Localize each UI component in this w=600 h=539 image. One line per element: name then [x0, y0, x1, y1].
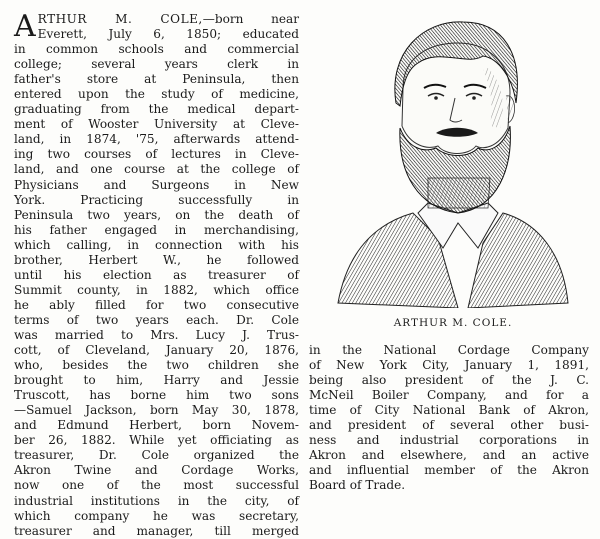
text-line: Truscott, has borne him two sons	[14, 388, 299, 403]
text-line: land, in 1874, '75, afterwards attend-	[14, 132, 299, 147]
text-line: ment of Wooster University at Cleve-	[14, 117, 299, 132]
text-line: father's store at Peninsula, then	[14, 72, 299, 87]
article-right-column	[309, 343, 589, 493]
drop-cap: A	[14, 9, 36, 44]
text-line: college; several years clerk in	[14, 57, 299, 72]
text-line: entered upon the study of medicine,	[14, 87, 299, 102]
text-line: terms of two years each. Dr. Cole	[14, 312, 299, 327]
text-line: who, besides the two children she	[14, 358, 299, 373]
text-line: which calling, in connection with his	[14, 237, 299, 252]
text-line: Summit county, in 1882, which office	[14, 282, 299, 297]
text-line: York. Practicing successfully in	[14, 192, 299, 207]
text-line: Board of Trade.	[309, 478, 406, 493]
text-line: in the National Cordage Company	[309, 343, 589, 357]
text-line: Everett, July 6, 1850; educated	[37, 27, 299, 42]
portrait-engraving	[318, 8, 588, 308]
text-line: brother, Herbert W., he followed	[14, 252, 299, 267]
text-line: ber 26, 1882. While yet officiating as	[14, 433, 299, 448]
text-line: Akron Twine and Cordage Works,	[14, 463, 299, 478]
text-line: graduating from the medical depart-	[14, 102, 299, 117]
text-line: McNeil Boiler Company, and for a	[309, 388, 589, 403]
portrait-caption: ARTHUR M. COLE.	[393, 317, 513, 329]
text-line: —Samuel Jackson, born May 30, 1878,	[14, 403, 299, 418]
text-line: and influential member of the Akron	[309, 463, 589, 478]
text-line: being also president of the J. C.	[309, 373, 589, 388]
text-line: of New York City, January 1, 1891,	[309, 358, 589, 373]
text-line: Peninsula two years, on the death of	[14, 207, 299, 222]
text-line: and Edmund Herbert, born Novem-	[14, 418, 299, 433]
text-line: treasurer, Dr. Cole organized the	[14, 448, 299, 463]
text-line: until his election as treasurer of	[14, 267, 299, 282]
text-line: in common schools and commercial	[14, 42, 299, 57]
text-line: his father engaged in merchandising,	[14, 222, 299, 237]
text-line: cott, of Cleveland, January 20, 1876,	[14, 343, 299, 358]
text-line: land, and one course at the college of	[14, 162, 299, 177]
text-line: and president of several other busi-	[309, 418, 589, 433]
text-line: was married to Mrs. Lucy J. Trus-	[14, 327, 299, 342]
article-left-column	[14, 9, 300, 539]
text-line: brought to him, Harry and Jessie	[14, 373, 299, 388]
text-line: he ably filled for two consecutive	[14, 297, 299, 312]
text-line: RTHUR M. COLE,—born near	[37, 12, 300, 26]
text-line: Physicians and Surgeons in New	[14, 177, 299, 192]
text-line: ness and industrial corporations in	[309, 433, 589, 448]
text-line: time of City National Bank of Akron,	[309, 403, 589, 418]
text-line: now one of the most successful	[14, 478, 299, 493]
subject-name: RTHUR M. COLE,	[37, 12, 203, 26]
text-line: industrial institutions in the city, of	[14, 493, 299, 508]
text-line: treasurer and manager, till merged	[14, 523, 299, 538]
text-line: which company he was secretary,	[14, 508, 299, 523]
text-line: ing two courses of lectures in Cleve-	[14, 147, 299, 162]
text-line: Akron and elsewhere, and an active	[309, 448, 589, 463]
